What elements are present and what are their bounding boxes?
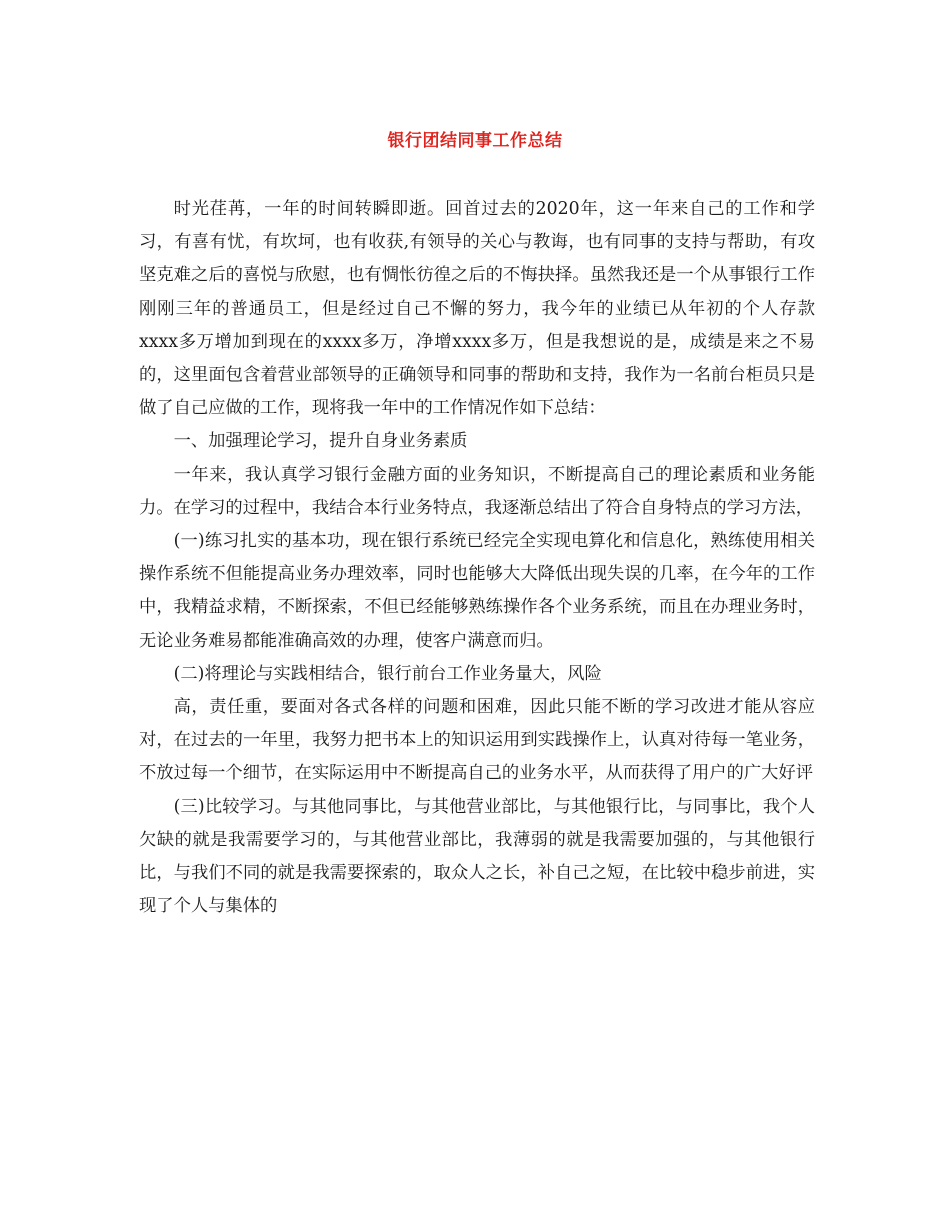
paragraph-point-2-continued: 高，责任重，要面对各式各样的问题和困难，因此只能不断的学习改进才能从容应对，在过去的一年里，我努力把书本上的知识运用到实践操作上，认真对待每一笔业务，不放过每一个细节，在实际运用中不断提高自己的业务水平，从而获得了用户的广大好评 bbox=[139, 697, 815, 784]
paragraph-point-2: (二)将理论与实践相结合，银行前台工作业务量大，风险 bbox=[173, 663, 602, 684]
paragraph-learning: 一年来，我认真学习银行金融方面的业务知识，不断提高自己的理论素质和业务能力。在学习的过程中，我结合本行业务特点，我逐渐总结出了符合自身特点的学习方法， bbox=[139, 464, 815, 518]
section-heading-1: 一、加强理论学习，提升自身业务素质 bbox=[173, 431, 468, 452]
paragraph-point-1: (一)练习扎实的基本功，现在银行系统已经完全实现电算化和信息化，熟练使用相关操作系统不但能提高业务办理效率，同时也能够大大降低出现失误的几率，在今年的工作中，我精益求精，不断探索，不但已经能够熟练操作各个业务系统，而且在办理业务时，无论业务难易都能准确高效的办理，使客户满意而归。 bbox=[139, 531, 815, 651]
paragraph-point-3: (三)比较学习。与其他同事比，与其他营业部比，与其他银行比，与同事比，我个人欠缺的就是我需要学习的，与其他营业部比，我薄弱的就是我需要加强的，与其他银行比，与我们不同的就是我需要探索的，取众人之长，补自己之短，在比较中稳步前进，实现了个人与集体的 bbox=[139, 796, 815, 917]
paragraph-intro: 时光荏苒，一年的时间转瞬即逝。回首过去的2020年，这一年来自己的工作和学习，有喜有忧，有坎坷，也有收获,有领导的关心与教诲，也有同事的支持与帮助，有攻坚克难之后的喜悦与欣慰，也有惆怅彷徨之后的不悔抉择。虽然我还是一个从事银行工作刚刚三年的普通员工，但是经过自己不懈的努力，我今年的业绩已从年初的个人存款xxxx多万增加到现在的xxxx多万，净增xxxx多万，但是我想说的是，成绩是来之不易的，这里面包含着营业部领导的正确领导和同事的帮助和支持，我作为一名前台柜员只是做了自己应做的工作，现将我一年中的工作情况作如下总结： bbox=[139, 199, 815, 419]
document-title: 银行团结同事工作总结 bbox=[387, 131, 563, 151]
document-body bbox=[139, 193, 815, 923]
